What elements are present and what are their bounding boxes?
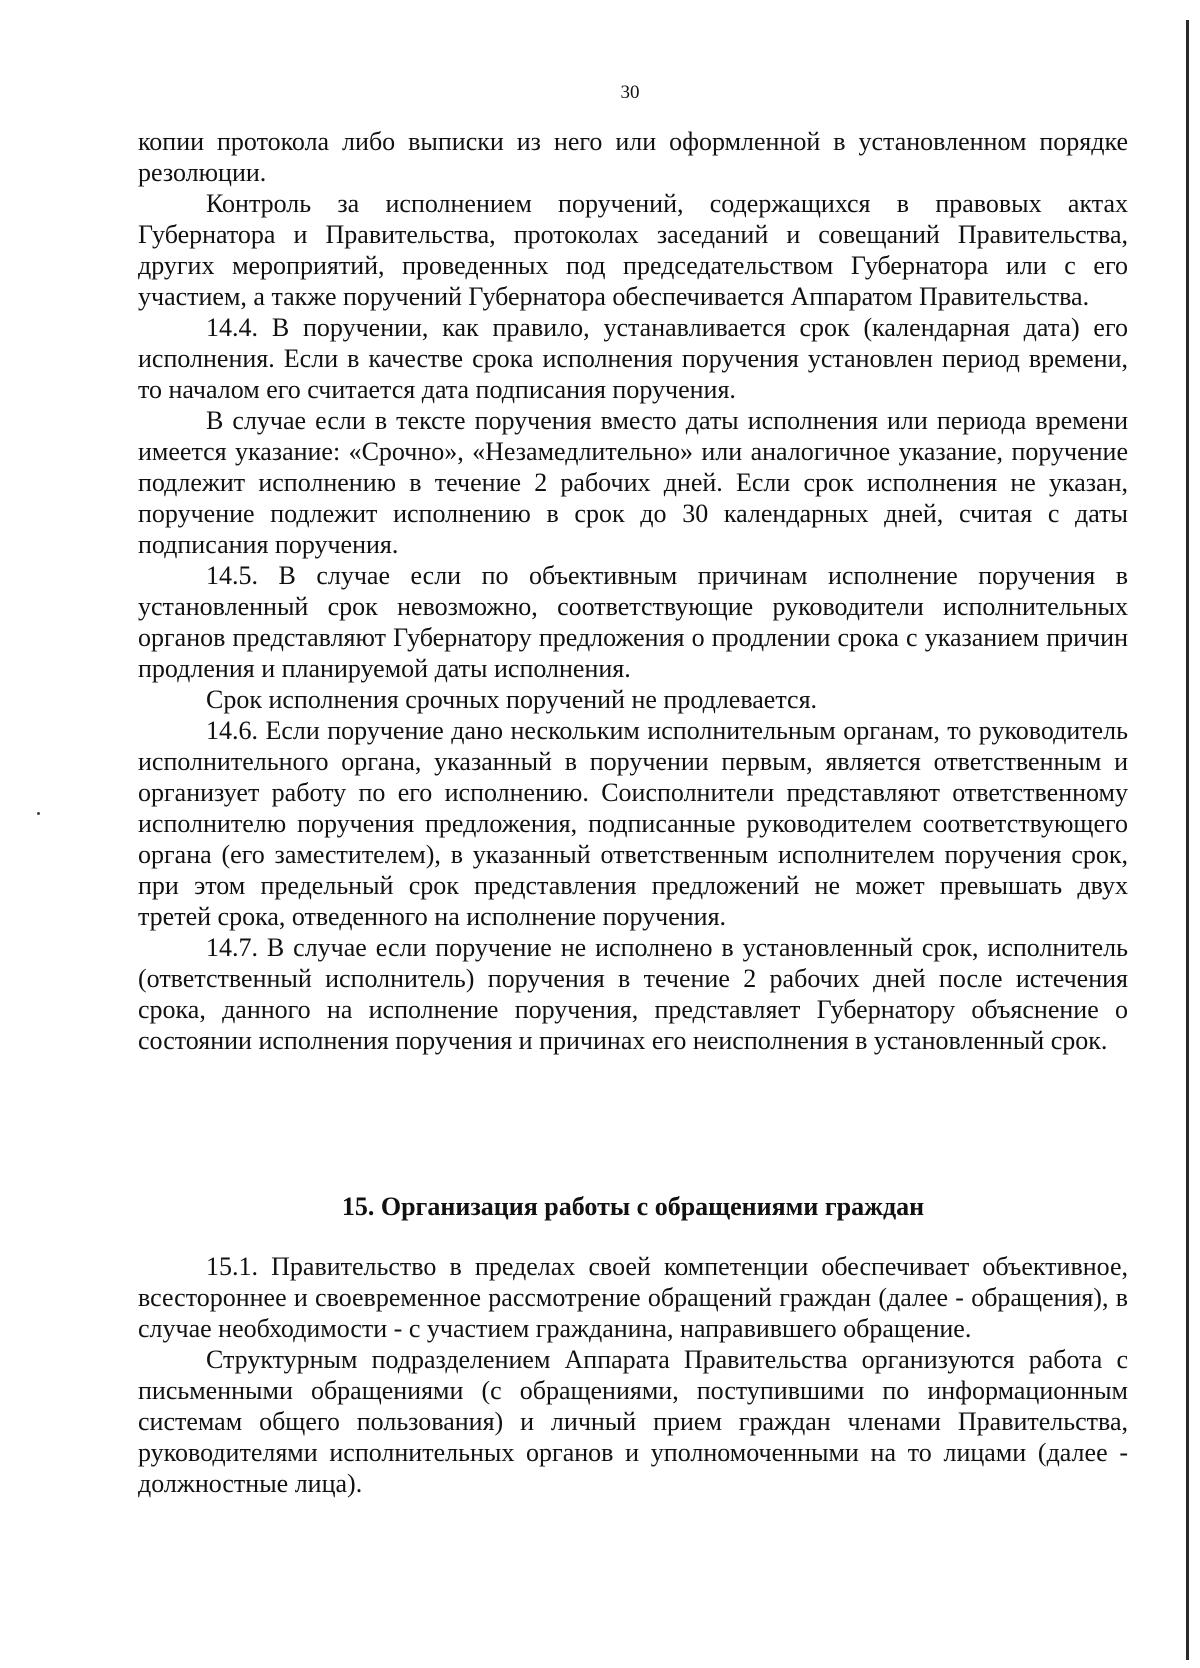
paragraph-control: Контроль за исполнением поручений, содержащихся в правовых актах Губернатора и Правительства, протоколах заседаний и совещаний Правительства, других мероприятий, проведенных под председательством Губернатора или с его участием, а также поручений Губернатора обеспечивается Аппаратом Правительства. <box>138 189 1128 311</box>
paragraph-continuation: копии протокола либо выписки из него или оформленной в установленном порядке резолюции. <box>138 127 1128 187</box>
paragraph-14-5: 14.5. В случае если по объективным причинам исполнение поручения в установленный срок невозможно, соответствующие руководители исполнительных органов представляют Губернатору предложения о продлении срока с указанием причин продления и планируемой даты исполнения. <box>138 561 1128 683</box>
scan-speck <box>37 812 40 815</box>
paragraph-structural-unit: Структурным подразделением Аппарата Правительства организуются работа с письменными обращениями (с обращениями, поступившими по информационным системам общего пользования) и личный прием граждан членами Правительства, руководителями исполнительных органов и уполномоченными на то лицами (далее - должностные лица). <box>138 1345 1128 1498</box>
paragraph-14-7: 14.7. В случае если поручение не исполнено в установленный срок, исполнитель (ответственный исполнитель) поручения в течение 2 рабочих дней после истечения срока, данного на исполнение поручения, представляет Губернатору объяснение о состоянии исполнения поручения и причинах его неисполнения в установленный срок. <box>138 933 1128 1055</box>
section-title: 15. Организация работы с обращениями граждан <box>341 1192 925 1221</box>
paragraph-14-4: 14.4. В поручении, как правило, устанавливается срок (календарная дата) его исполнения. Если в качестве срока исполнения поручения установлен период времени, то началом его считается дата подписания поручения. <box>138 313 1128 404</box>
paragraph-no-extension: Срок исполнения срочных поручений не продлевается. <box>206 685 818 714</box>
body-text-top <box>138 126 1128 1056</box>
page-number: 30 <box>620 82 640 103</box>
scan-edge-line <box>1186 20 1189 1660</box>
paragraph-urgent: В случае если в тексте поручения вместо даты исполнения или периода времени имеется указание: «Срочно», «Незамедлительно» или аналогичное указание, поручение подлежит исполнению в течение 2 рабочих дней. Если срок исполнения не указан, поручение подлежит исполнению в срок до 30 календарных дней, считая с даты подписания поручения. <box>138 406 1128 559</box>
paragraph-14-6: 14.6. Если поручение дано нескольким исполнительным органам, то руководитель исполнительного органа, указанный в поручении первым, является ответственным и организует работу по его исполнению. Соисполнители представляют ответственному исполнителю поручения предложения, подписанные руководителем соответствующего органа (его заместителем), в указанный ответственным исполнителем поручения срок, при этом предельный срок представления предложений не может превышать двух третей срока, отведенного на исполнение поручения. <box>138 716 1128 931</box>
paragraph-15-1: 15.1. Правительство в пределах своей компетенции обеспечивает объективное, всестороннее и своевременное рассмотрение обращений граждан (далее - обращения), в случае необходимости - с участием гражданина, направившего обращение. <box>138 1252 1128 1343</box>
body-text-bottom <box>138 1251 1128 1499</box>
